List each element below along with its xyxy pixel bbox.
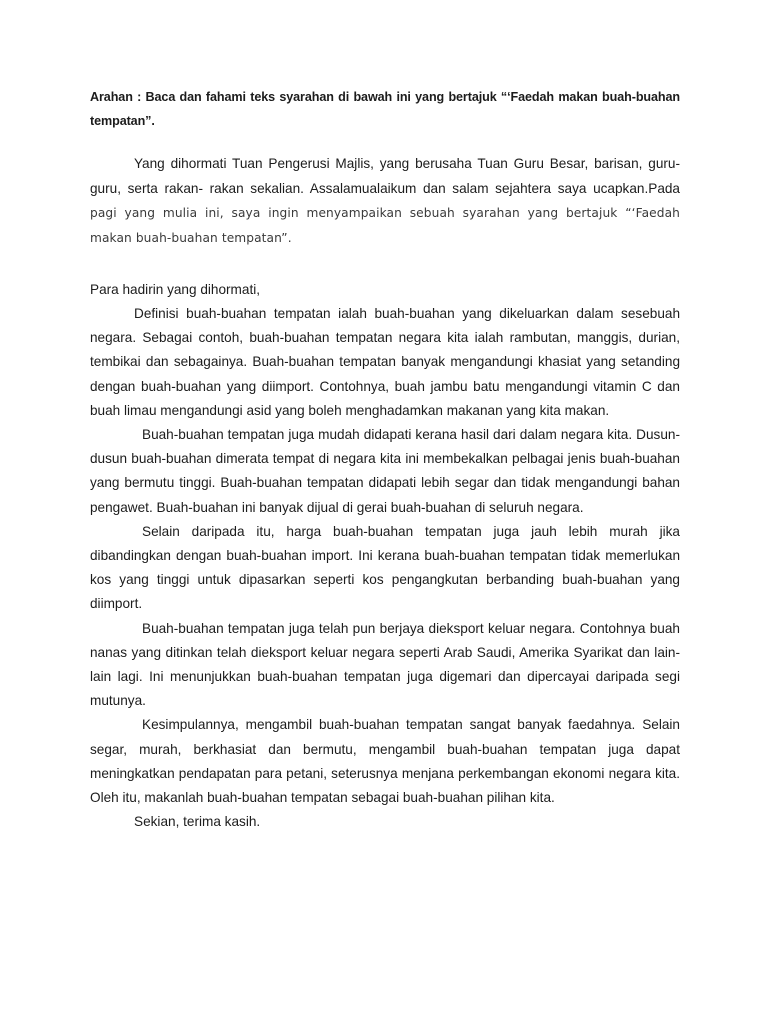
instruction-label: Arahan : bbox=[90, 90, 142, 104]
instruction-text: Arahan : Baca dan fahami teks syarahan di bawah ini yang bertajuk “‘Faedah makan buah-buahan tempatan”. bbox=[90, 90, 680, 128]
paragraph-definition: Definisi buah-buahan tempatan ialah buah-buahan yang dikeluarkan dalam sesebuah negara. Sebagai contoh, buah-buahan tempatan negara kita ialah rambutan, manggis, durian, tembikai dan sebagainya. Buah-buahan tempatan banyak mengandungi khasiat yang setanding dengan buah-buahan yang diimport. Contohnya, buah jambu batu mengandungi vitamin C dan buah limau mengandungi asid yang boleh menghadamkan makanan yang kita makan. bbox=[90, 306, 680, 418]
paragraph-export: Buah-buahan tempatan juga telah pun berjaya dieksport keluar negara. Contohnya buah nanas yang ditinkan telah dieksport keluar negara seperti Arab Saudi, Amerika Syarikat dan lain-lain lagi. Ini menunjukkan buah-buahan tempatan juga digemari dan dipercayai daripada segi mutunya. bbox=[90, 620, 680, 709]
speech-body bbox=[90, 302, 680, 834]
greeting-line: Para hadirin yang dihormati, bbox=[90, 282, 261, 297]
closing-line: Sekian, terima kasih. bbox=[134, 814, 261, 830]
instruction-body: Baca dan fahami teks syarahan di bawah ini yang bertajuk “‘Faedah makan buah-buahan tempatan” bbox=[90, 90, 680, 128]
opening-part-1: Yang dihormati Tuan Pengerusi Majlis, yang berusaha Tuan Guru Besar, barisan, guru-guru, serta rakan- rakan sekalian. Assalamualaikum dan salam sejahtera saya ucapkan.Pada bbox=[90, 156, 680, 196]
opening-paragraph bbox=[90, 152, 680, 250]
paragraph-price: Selain daripada itu, harga buah-buahan tempatan juga jauh lebih murah jika dibandingkan dengan buah-buahan import. Ini kerana buah-buahan tempatan tidak memerlukan kos yang tinggi untuk dipasarkan seperti kos pengangkutan berbanding buah-buahan yang diimport. bbox=[90, 523, 680, 612]
opening-part-2: pagi yang mulia ini, saya ingin menyampaikan sebuah syarahan yang bertajuk “‘Faedah makan buah-buahan tempatan”. bbox=[90, 206, 680, 245]
paragraph-conclusion: Kesimpulannya, mengambil buah-buahan tempatan sangat banyak faedahnya. Selain segar, murah, berkhasiat dan bermutu, mengambil buah-buahan tempatan juga dapat meningkatkan pendapatan para petani, seterusnya menjana perkembangan ekonomi negara kita. Oleh itu, makanlah buah-buahan tempatan sebagai buah-buahan pilihan kita. bbox=[90, 717, 680, 806]
paragraph-availability: Buah-buahan tempatan juga mudah didapati kerana hasil dari dalam negara kita. Dusun-dusun buah-buahan dimerata tempat di negara kita ini membekalkan pelbagai jenis buah-buahan yang bermutu tinggi. Buah-buahan tempatan didapati lebih segar dan tidak mengandungi bahan pengawet. Buah-buahan ini banyak dijual di gerai buah-buahan di seluruh negara. bbox=[90, 427, 680, 515]
